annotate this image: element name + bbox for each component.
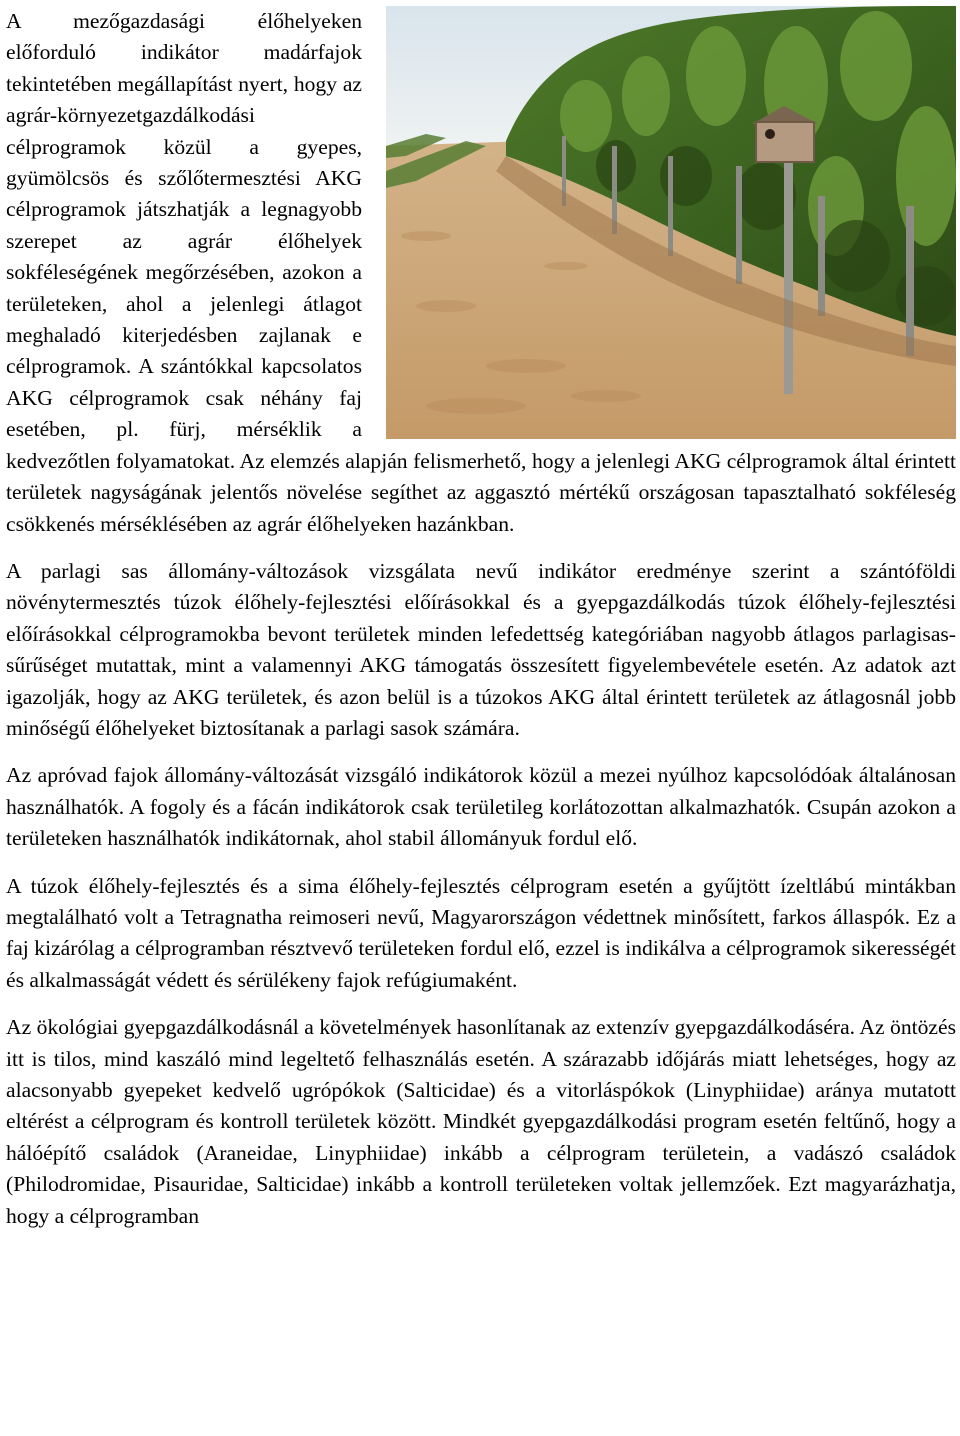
- paragraph-1: A mezőgazdasági élőhelyeken előforduló indikátor madárfajok tekintetében megállapítást nyert, hogy az agrár-környezetgazdálkodási célprogramok közül a gyepes, gyümölcsös és szőlőtermesztési AKG célprogramok játszhatják a legnagyobb szerepet az agrár élőhelyek sokféleségének megőrzésében, azokon a területeken, ahol a jelenlegi átlagot meghaladó kiterjedésben zajlanak e célprogramok. A szántókkal kapcsolatos AKG célprogramok csak néhány faj esetében, pl. fürj, mérséklik a kedvezőtlen folyamatokat. Az elemzés alapján felismerhető, hogy a jelenlegi AKG célprogramok által érintett területek nagyságának jelentős növelése segíthet az aggasztó mértékű országosan tapasztalható sokféleség csökkenés mérséklésében az agrár élőhelyeken hazánkban.: [6, 9, 956, 536]
- vineyard-photo: [386, 6, 956, 439]
- paragraph-5: Az ökológiai gyepgazdálkodásnál a követelmények hasonlítanak az extenzív gyepgazdálkodáséra. Az öntözés itt is tilos, mind kaszáló mind legeltető felhasználás esetén. A szárazabb időjárás miatt lehetséges, hogy az alacsonyabb gyepeket kedvelő ugrópókok (Salticidae) és a vitorláspókok (Linyphiidae) aránya mutatott eltérést a célprogram és kontroll területek között. Mindkét gyepgazdálkodási program esetén feltűnő, hogy a hálóépítő családok (Araneidae, Linyphiidae) inkább a célprogram területein, a vadászó családok (Philodromidae, Pisauridae, Salticidae) inkább a kontroll területeken voltak jellemzőek. Ezt magyarázhatja, hogy a célprogramban: [6, 1015, 956, 1228]
- paragraph-2: A parlagi sas állomány-változások vizsgálata nevű indikátor eredménye szerint a szántóföldi növénytermesztés túzok élőhely-fejlesztési előírásokkal és a gyepgazdálkodás túzok élőhely-fejlesztési előírásokkal célprogramokba bevont területek minden lefedettség kategóriában nagyobb átlagos parlagisas-sűrűséget mutattak, mint a valamennyi AKG támogatás összesített figyelembevétele esetén. Az adatok azt igazolják, hogy az AKG területek, és azon belül is a túzokos AKG által érintett területek az átlagosnál jobb minőségű élőhelyeket biztosítanak a parlagi sasok számára.: [6, 558, 956, 740]
- document-page: [6, 6, 956, 1248]
- paragraph-4: A túzok élőhely-fejlesztés és a sima élőhely-fejlesztés célprogram esetén a gyűjtött ízeltlábú mintákban megtalálható volt a Tetragnatha reimoseri nevű, Magyarországon védettnek minősített, farkos állaspók. Ez a faj kizárólag a célprogramban résztvevő területeken fordul elő, ezzel is indikálva a célprogramok sikerességét és alkalmasságát védett és sérülékeny fajok refúgiumaként.: [6, 873, 956, 992]
- paragraph-3: Az apróvad fajok állomány-változását vizsgáló indikátorok közül a mezei nyúlhoz kapcsolódóak általánosan használhatók. A fogoly és a fácán indikátorok csak területileg korlátozottan alkalmazhatók. Csupán azokon a területeken használhatók indikátornak, ahol stabil állományuk fordul elő.: [6, 763, 956, 851]
